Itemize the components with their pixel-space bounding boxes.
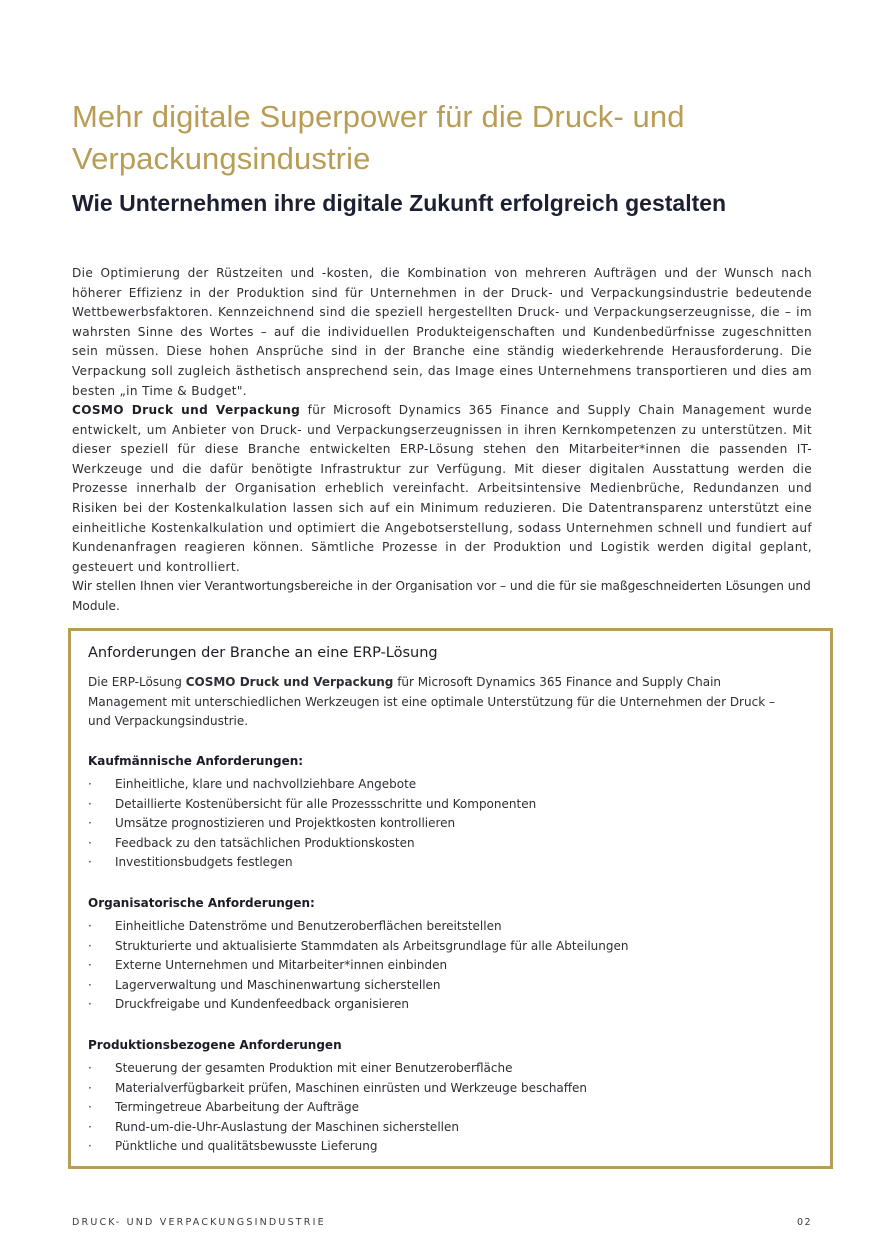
section-heading: Kaufmännische Anforderungen: (88, 754, 304, 768)
list-item-text: Steuerung der gesamten Produktion mit einer Benutzeroberfläche (115, 1061, 513, 1075)
bullet-icon: · (88, 855, 92, 870)
list-item (88, 956, 808, 976)
requirements-list (88, 775, 808, 873)
bullet-icon: · (88, 796, 92, 811)
bullet-icon: · (88, 958, 92, 973)
bullet-icon: · (88, 919, 92, 933)
product-paragraph-text: für Microsoft Dynamics 365 Finance and Supply Chain Management wurde entwickelt, um Anbieter von Druck- und Verpackungserzeugnissen in ihren Kernkompetenzen zu unterstützen. Mit dieser speziell für diese Branche entwickelten ERP-Lösung stehen den Mitarbeiter*innen die passenden IT-Werkzeuge und die dafür benötigte Infrastruktur zur Verfügung. Mit dieser digitalen Ausstattung werden die Prozesse innerhalb der Organisation erheblich vereinfacht. Arbeitsintensive Medienbrüche, Redundanzen und Risiken bei der Kostenkalkulation lassen sich auf ein Minimum reduzieren. Die Datentransparenz unterstützt eine einheitliche Kostenkalkulation und optimiert die Angebotserstellung, sodass Unternehmen schnell und fundiert auf Kundenanfragen reagieren können. Sämtliche Prozesse in der Produktion und Logistik werden digital geplant, gesteuert und kontrolliert. (72, 403, 813, 574)
product-name: COSMO Druck und Verpackung (72, 403, 301, 417)
section-organizational-requirements (88, 893, 808, 1015)
bullet-icon: · (88, 1100, 92, 1115)
list-item-text: Lagerverwaltung und Maschinenwartung sicherstellen (115, 977, 441, 992)
list-item (88, 917, 808, 937)
bullet-icon: · (88, 816, 92, 831)
list-item-text: Detaillierte Kostenübersicht für alle Prozessschritte und Komponenten (115, 796, 537, 811)
list-item-text: Umsätze prognostizieren und Projektkosten kontrollieren (115, 816, 456, 831)
list-item (88, 1059, 808, 1079)
requirements-box-intro (88, 673, 798, 732)
list-item-text: Rund-um-die-Uhr-Auslastung der Maschinen sicherstellen (115, 1119, 459, 1134)
list-item (88, 937, 808, 957)
requirements-list (88, 917, 808, 1015)
bullet-icon: · (88, 835, 92, 850)
list-item (88, 775, 808, 795)
bullet-icon: · (88, 997, 92, 1012)
bullet-icon: · (88, 1139, 92, 1154)
list-item-text: Druckfreigabe und Kundenfeedback organisieren (115, 997, 409, 1012)
list-item (88, 1137, 808, 1157)
bullet-icon: · (88, 1080, 92, 1095)
intro-product-name: COSMO Druck und Verpackung (185, 675, 394, 689)
page-title: Mehr digitale Superpower für die Druck- und Verpackungsindustrie (72, 99, 685, 176)
list-item (88, 976, 808, 996)
footer-section-label: DRUCK- UND VERPACKUNGSINDUSTRIE (72, 1217, 326, 1228)
intro-paragraph: Die Optimierung der Rüstzeiten und -kosten, die Kombination von mehreren Aufträgen und der Wunsch nach höherer Effizienz in der Produktion sind für Unternehmen in der Druck- und Verpackungsindustrie bedeutende Wettbewerbsfaktoren. Kennzeichnend sind die speziell hergestellten Druck- und Verpackungserzeugnisse, die – im wahrsten Sinne des Wortes – auf die individuellen Produkteigenschaften und Kundenbedürfnisse zugeschnitten sein müssen. Diese hohen Ansprüche sind in der Branche eine ständig wiederkehrende Herausforderung. Die Verpackung soll zugleich ästhetisch ansprechend sein, das Image eines Unternehmens transportieren und dies am besten „in Time & Budget". (72, 266, 812, 398)
intro-rest: für Microsoft Dynamics 365 Finance and Supply Chain Management mit unterschiedlichen Werkzeugen ist eine optimale Unterstützung für die Unternehmen der Druck – und Verpackungsindustrie. (88, 675, 775, 729)
list-item (88, 795, 808, 815)
section-heading: Organisatorische Anforderungen: (88, 896, 315, 910)
list-item-text: Einheitliche Datenströme und Benutzeroberflächen bereitstellen (115, 919, 502, 933)
section-production-requirements (88, 1035, 808, 1157)
requirements-list (88, 1059, 808, 1157)
list-item (88, 1118, 808, 1138)
list-item-text: Einheitliche, klare und nachvollziehbare Angebote (115, 777, 417, 791)
bullet-icon: · (88, 977, 92, 992)
list-item-text: Termingetreue Abarbeitung der Aufträge (115, 1100, 359, 1115)
bullet-icon: · (88, 777, 92, 791)
list-item (88, 853, 808, 873)
list-item (88, 1098, 808, 1118)
list-item (88, 1079, 808, 1099)
list-item (88, 814, 808, 834)
bullet-icon: · (88, 1119, 92, 1134)
list-item-text: Externe Unternehmen und Mitarbeiter*innen einbinden (115, 958, 448, 973)
transition-paragraph: Wir stellen Ihnen vier Verantwortungsbereiche in der Organisation vor – und die für sie maßgeschneiderten Lösungen und Module. (72, 579, 811, 613)
page-number: 02 (797, 1217, 813, 1228)
requirements-box-title: Anforderungen der Branche an eine ERP-Lösung (88, 645, 438, 661)
list-item-text: Pünktliche und qualitätsbewusste Lieferung (115, 1139, 378, 1154)
list-item (88, 995, 808, 1015)
intro-prefix: Die ERP-Lösung (88, 675, 186, 689)
bullet-icon: · (88, 1061, 92, 1075)
section-commercial-requirements (88, 751, 808, 873)
bullet-icon: · (88, 938, 92, 953)
product-paragraph (72, 401, 812, 577)
list-item-text: Materialverfügbarkeit prüfen, Maschinen einrüsten und Werkzeuge beschaffen (115, 1080, 588, 1095)
requirements-box (68, 628, 833, 1169)
list-item-text: Strukturierte und aktualisierte Stammdaten als Arbeitsgrundlage für alle Abteilungen (115, 938, 629, 953)
list-item (88, 834, 808, 854)
section-heading: Produktionsbezogene Anforderungen (88, 1038, 342, 1052)
list-item-text: Feedback zu den tatsächlichen Produktionskosten (115, 835, 415, 850)
list-item-text: Investitionsbudgets festlegen (115, 855, 293, 870)
page-subtitle: Wie Unternehmen ihre digitale Zukunft erfolgreich gestalten (72, 190, 727, 216)
